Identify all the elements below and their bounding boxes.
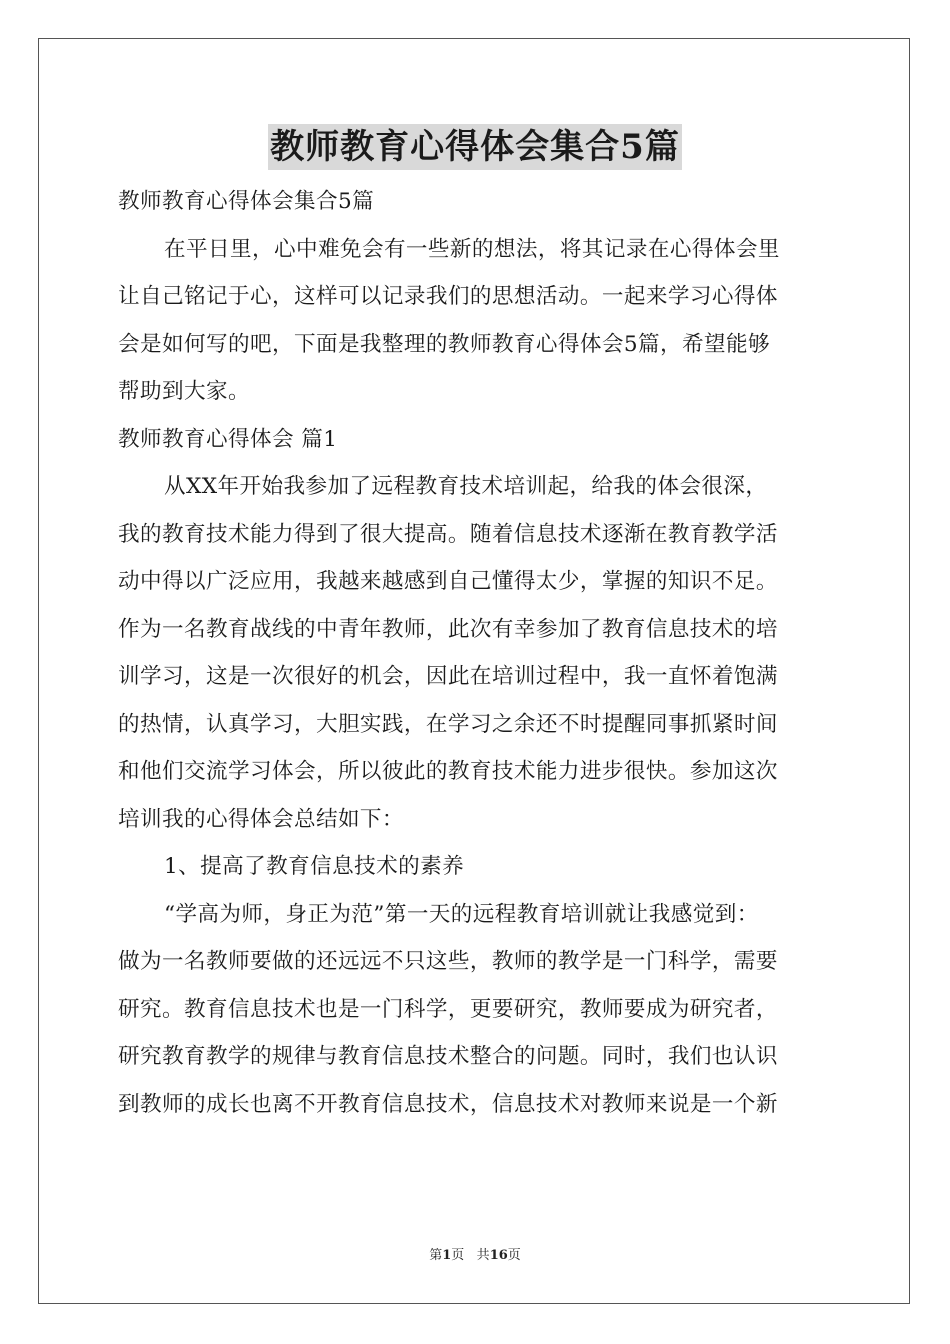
text-line: 研究。教育信息技术也是一门科学，更要研究，教师要成为研究者，: [118, 996, 778, 1022]
text-line: 做为一名教师要做的还远远不只这些，教师的教学是一门科学，需要: [118, 949, 778, 974]
footer-total-prefix: 共: [476, 1248, 490, 1263]
text-line: “学高为师，身正为范”第一天的远程教育培训就让我感觉到：: [164, 901, 759, 927]
text-line: 和他们交流学习体会，所以彼此的教育技术能力进步很快。参加这次: [118, 759, 778, 784]
footer-total-suffix: 页: [507, 1248, 521, 1263]
footer-total-pages: 16: [489, 1248, 508, 1263]
text-line: 的热情，认真学习，大胆实践，在学习之余还不时提醒同事抓紧时间: [118, 711, 778, 737]
text-line: 帮助到大家。: [118, 379, 250, 404]
title-container: [0, 124, 950, 170]
text-line: 作为一名教育战线的中青年教师，此次有幸参加了教育信息技术的培: [118, 616, 778, 642]
footer-page-suffix: 页: [451, 1248, 465, 1263]
text-line: 教师教育心得体会集合5篇: [118, 189, 375, 214]
text-line: 从XX年开始我参加了远程教育技术培训起，给我的体会很深，: [164, 474, 768, 499]
text-line: 在平日里，心中难免会有一些新的想法，将其记录在心得体会里: [164, 236, 780, 262]
text-line: 到教师的成长也离不开教育信息技术，信息技术对教师来说是一个新: [118, 1091, 778, 1117]
document-body: [118, 178, 834, 1128]
text-line: 我的教育技术能力得到了很大提高。随着信息技术逐渐在教育教学活: [118, 521, 778, 547]
text-line: 动中得以广泛应用，我越来越感到自己懂得太少，掌握的知识不足。: [118, 569, 778, 594]
text-line: 会是如何写的吧，下面是我整理的教师教育心得体会5篇，希望能够: [118, 331, 770, 357]
text-line: 教师教育心得体会 篇1: [118, 426, 338, 452]
text-line: 培训我的心得体会总结如下：: [118, 806, 404, 832]
text-line: 训学习，这是一次很好的机会，因此在培训过程中，我一直怀着饱满: [118, 664, 778, 689]
footer-page-prefix: 第: [429, 1248, 443, 1263]
footer-page-number: 1: [442, 1248, 452, 1263]
text-line: 1、提高了教育信息技术的素养: [164, 854, 465, 879]
text-line: 让自己铭记于心，这样可以记录我们的思想活动。一起来学习心得体: [118, 284, 778, 309]
document-title: 教师教育心得体会集合5篇: [268, 124, 682, 170]
text-line: 研究教育教学的规律与教育信息技术整合的问题。同时，我们也认识: [118, 1044, 778, 1069]
page-footer: [0, 1244, 950, 1263]
